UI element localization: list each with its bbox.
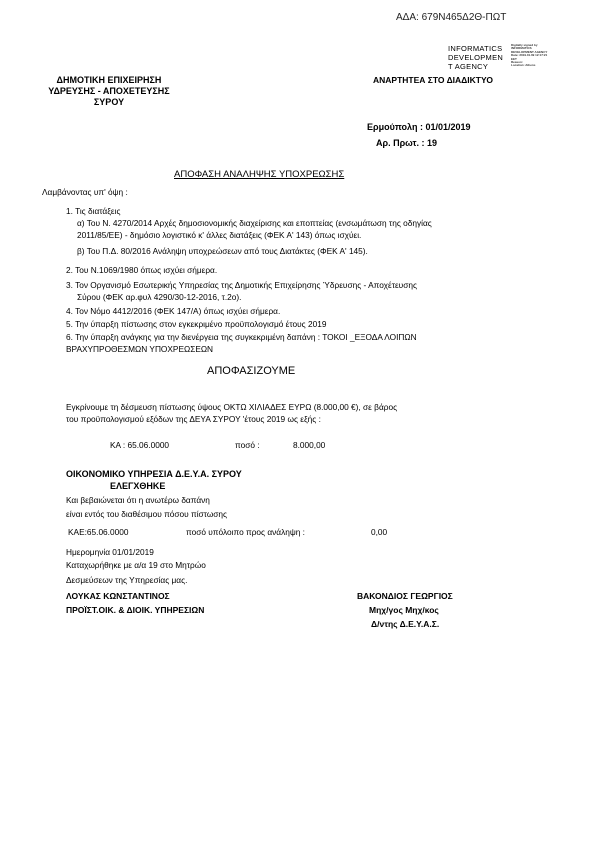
- finance-line-1: Και βεβαιώνεται ότι η ανωτέρω δαπάνη: [66, 495, 210, 505]
- informatics-line-3: T AGENCY: [448, 62, 489, 71]
- finance-checked: ΕΛΕΓΧΘΗΚΕ: [110, 481, 166, 491]
- document-title: ΑΠΟΦΑΣΗ ΑΝΑΛΗΨΗΣ ΥΠΟΧΡΕΩΣΗΣ: [174, 169, 345, 180]
- signature-line: Reason:: [511, 60, 523, 65]
- finance-kae-code: ΚΑΕ:65.06.0000: [68, 527, 129, 537]
- consideration-1: 1. Τις διατάξεις: [66, 206, 121, 216]
- consideration-1a-line-2: 2011/85/ΕΕ) - δημόσιο λογιστικό κ' άλλες διατάξεις (ΦΕΚ Α' 143) όπως ισχύει.: [77, 230, 362, 240]
- organization-block: [30, 75, 188, 108]
- organization-line-2: ΥΔΡΕΥΣΗΣ - ΑΠΟΧΕΤΕΥΣΗΣ: [48, 86, 170, 96]
- registration-line-1: Καταχωρήθηκε με α/α 19 στο Μητρώο: [66, 560, 206, 570]
- signature-line: Date: 2019.01.09 12:17:21: [511, 53, 548, 58]
- consideration-2: 2. Του Ν.1069/1980 όπως ισχύει σήμερα.: [66, 265, 218, 275]
- finance-remaining-label: ποσό υπόλοιπο προς ανάληψη :: [186, 527, 305, 537]
- issue-date: Ερμούπολη : 01/01/2019: [367, 122, 471, 132]
- decision-line-2: του προϋπολογισμού εξόδων της ΔΕΥΑ ΣΥΡΟΥ 'έτους 2019 ως εξής :: [66, 414, 321, 424]
- decision-heading: ΑΠΟΦΑΣΙΖΟΥΜΕ: [207, 365, 296, 377]
- posting-note: ΑΝΑΡΤΗΤΕΑ ΣΤΟ ΔΙΑΔΙΚΤΥΟ: [373, 75, 493, 85]
- digital-signature: [511, 44, 547, 68]
- decision-amount-label: ποσό :: [235, 440, 260, 450]
- signature-line: EET: [511, 56, 517, 61]
- finance-line-2: είναι εντός του διαθέσιμου πόσου πίστωσης: [66, 509, 228, 519]
- registration-date: Ημερομηνία 01/01/2019: [66, 547, 154, 557]
- decision-ka-code: ΚΑ : 65.06.0000: [110, 440, 170, 450]
- decision-amount-value: 8.000,00: [293, 440, 326, 450]
- consideration-6-line-1: 6. Την ύπαρξη ανάγκης για την διενέργεια της συγκεκριμένη δαπάνη : ΤΟΚΟΙ _ΕΞΟΔΑ ΛΟΙΠΩΝ: [66, 332, 417, 342]
- organization-line-1: ΔΗΜΟΤΙΚΗ ΕΠΙΧΕΙΡΗΣΗ: [56, 75, 162, 85]
- protocol-number: Αρ. Πρωτ. : 19: [376, 138, 438, 148]
- informatics-line-1: INFORMATICS: [448, 44, 503, 53]
- signature-line: DEVELOPMENT AGENCY: [511, 49, 548, 54]
- ada-code: ΑΔΑ: 679Ν465Δ2Θ-ΠΩΤ: [396, 12, 507, 23]
- consideration-6-line-2: ΒΡΑΧΥΠΡΟΘΕΣΜΩΝ ΥΠΟΧΡΕΩΣΕΩΝ: [66, 344, 214, 354]
- consideration-3-line-1: 3. Τον Οργανισμό Εσωτερικής Υπηρεσίας της Δημοτικής Επιχείρησης Ύδρευσης - Αποχέτευσης: [66, 280, 417, 290]
- left-signatory-title: ΠΡΟΪΣΤ.ΟΙΚ. & ΔΙΟΙΚ. ΥΠΗΡΕΣΙΩΝ: [66, 605, 205, 615]
- consideration-5: 5. Την ύπαρξη πίστωσης στον εγκεκριμένο προϋπολογισμό έτους 2019: [66, 319, 327, 329]
- finance-remaining-value: 0,00: [371, 527, 388, 537]
- consideration-4: 4. Τον Νόμο 4412/2016 (ΦΕΚ 147/Α) όπως ισχύει σήμερα.: [66, 306, 281, 316]
- consideration-1b: β) Του Π.Δ. 80/2016 Ανάληψη υποχρεώσεων από τους Διατάκτες (ΦΕΚ Α' 145).: [77, 246, 368, 256]
- informatics-stamp: [448, 44, 503, 71]
- right-signatory-name: ΒΑΚΟΝΔΙΟΣ ΓΕΩΡΓΙΟΣ: [357, 591, 453, 601]
- intro-text: Λαμβάνοντας υπ' όψη :: [42, 187, 128, 197]
- finance-heading: ΟΙΚΟΝΟΜΙΚΟ ΥΠΗΡΕΣΙΑ Δ.Ε.Υ.Α. ΣΥΡΟΥ: [66, 469, 242, 479]
- consideration-3-line-2: Σύρου (ΦΕΚ αρ.φυλ 4290/30-12-2016, τ.2ο).: [77, 292, 242, 302]
- registration-line-2: Δεσμεύσεων της Υπηρεσίας μας.: [66, 575, 188, 585]
- right-signatory-title-1: Μηχ/γος Μηχ/κος: [369, 605, 439, 615]
- informatics-line-2: DEVELOPMEN: [448, 53, 504, 62]
- left-signatory-name: ΛΟΥΚΑΣ ΚΩΝΣΤΑΝΤΙΝΟΣ: [66, 591, 170, 601]
- organization-line-3: ΣΥΡΟΥ: [93, 97, 125, 107]
- signature-line: Location: Athens: [511, 63, 536, 68]
- signature-line: INFORMATICS: [511, 46, 532, 51]
- decision-line-1: Εγκρίνουμε τη δέσμευση πίστωσης ύψους ΟΚΤΩ ΧΙΛΙΑΔΕΣ ΕΥΡΩ (8.000,00 €), σε βάρος: [66, 402, 398, 412]
- right-signatory-title-2: Δ/ντης Δ.Ε.Υ.Α.Σ.: [371, 619, 440, 629]
- signature-line: Digitally signed by: [511, 43, 538, 47]
- consideration-1a-line-1: α) Του Ν. 4270/2014 Αρχές δημοσιονομικής διαχείρισης και εποπτείας (ενσωμάτωση της οδηγίας: [77, 218, 432, 228]
